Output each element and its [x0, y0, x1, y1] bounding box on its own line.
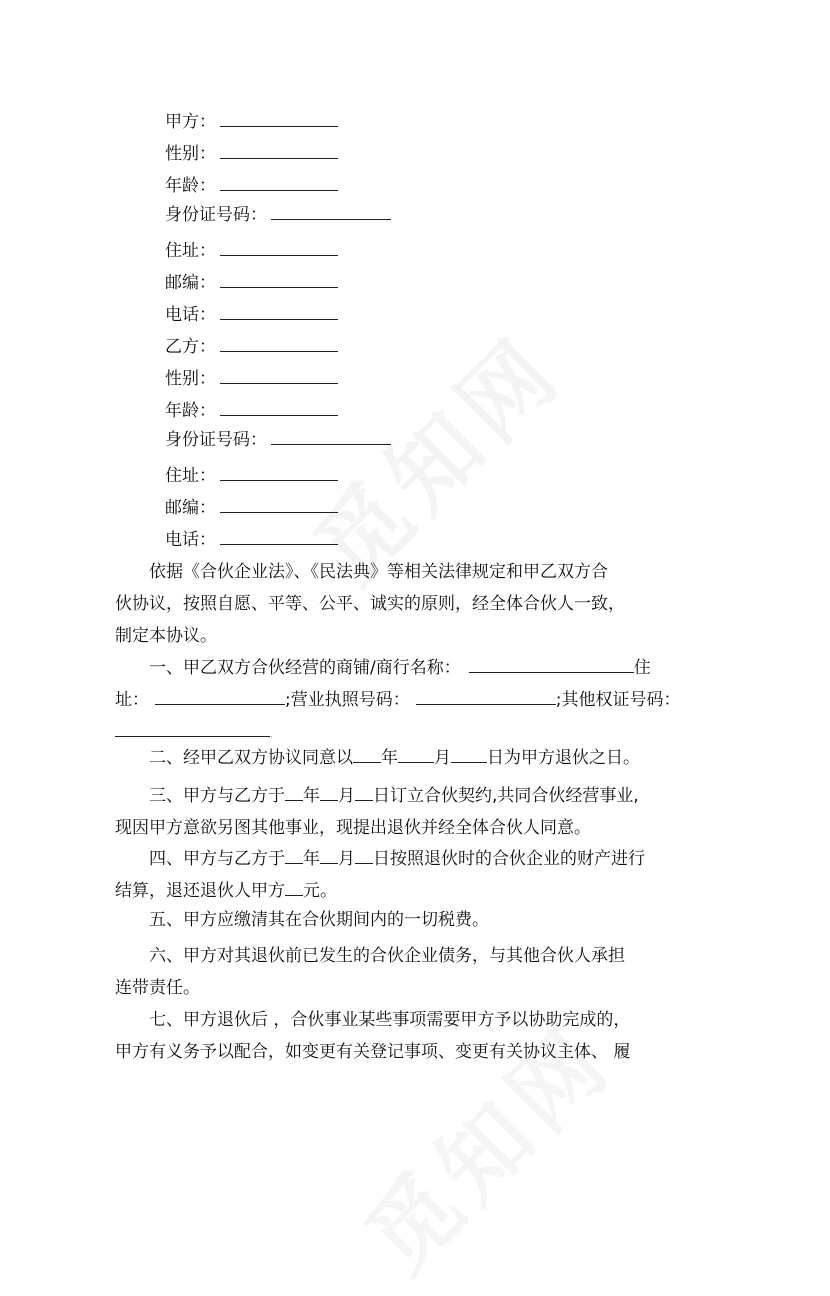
blank-line	[220, 239, 338, 256]
field-label: 甲方：	[165, 112, 216, 132]
field-label: 身份证号码：	[165, 430, 267, 450]
blank-line	[285, 847, 303, 864]
party-a-age-field	[165, 174, 338, 196]
field-label: 年龄：	[165, 176, 216, 196]
blank-line	[220, 464, 338, 481]
blank-line	[220, 174, 338, 191]
clause-7	[115, 1004, 715, 1068]
text-line: 伙协议，按照自愿、平等、公平、诚实的原则，经全体合伙人一致，	[115, 594, 625, 614]
clause-text: 四、甲方与乙方于	[149, 849, 285, 869]
clause-text: ;其他权证号码：	[555, 690, 681, 710]
clause-4	[115, 843, 715, 907]
field-label: 电话：	[165, 530, 216, 550]
field-label: 邮编：	[165, 498, 216, 518]
blank-line	[220, 271, 338, 288]
party-b-phone-field	[165, 528, 338, 550]
party-b-postcode-field	[165, 496, 338, 518]
blank-line	[220, 367, 338, 384]
party-a-gender-field	[165, 142, 338, 164]
party-a-phone-field	[165, 303, 338, 325]
party-b-gender-field	[165, 367, 338, 389]
blank-line	[469, 656, 634, 673]
text-line: 制定本协议。	[115, 626, 217, 646]
clause-text: 住	[633, 658, 651, 678]
text-line: 五、甲方应缴清其在合伙期间内的一切税费。	[149, 910, 489, 930]
blank-line	[220, 142, 338, 159]
party-a-id-field	[165, 203, 391, 225]
blank-line	[115, 720, 270, 737]
blank-line	[398, 746, 434, 763]
clause-text: 址：	[115, 690, 149, 710]
text-line: 连带责任。	[115, 978, 200, 998]
blank-line	[220, 528, 338, 545]
blank-line	[355, 784, 373, 801]
field-label: 性别：	[165, 144, 216, 164]
text-line: 七、甲方退伙后 ，合伙事业某些事项需要甲方予以协助完成的，	[149, 1010, 631, 1030]
clause-text: 日为甲方退伙之日。	[487, 748, 640, 768]
text-line	[115, 742, 715, 774]
clause-text: 月	[338, 849, 355, 869]
clause-text: 日按照退伙时的合伙企业的财产进行	[373, 849, 645, 869]
party-b-age-field	[165, 399, 338, 421]
clause-text: 月	[434, 748, 451, 768]
clause-6	[115, 940, 715, 1004]
clause-text: 日订立合伙契约,共同合伙经营事业,	[373, 786, 639, 806]
text-line	[115, 875, 715, 907]
field-label: 身份证号码：	[165, 205, 267, 225]
clause-text: 年	[303, 849, 320, 869]
clause-5	[115, 904, 715, 936]
blank-line	[220, 110, 338, 127]
text-line: 六、甲方对其退伙前已发生的合伙企业债务，与其他合伙人承担	[149, 946, 625, 966]
party-b-address-field	[165, 464, 338, 486]
intro-paragraph	[115, 556, 715, 652]
clause-text: 结算，退还退伙人甲方	[115, 881, 285, 901]
blank-line	[320, 847, 338, 864]
blank-line	[271, 428, 391, 445]
blank-line	[320, 784, 338, 801]
clause-text: 一、甲乙双方合伙经营的商铺/商行名称：	[149, 658, 461, 678]
text-line	[115, 684, 715, 716]
clause-text: 二、经甲乙双方协议同意以	[149, 748, 353, 768]
field-label: 住址：	[165, 466, 216, 486]
field-label: 住址：	[165, 241, 216, 261]
party-a-address-field	[165, 239, 338, 261]
clause-text: 月	[338, 786, 355, 806]
party-b-id-field	[165, 428, 391, 450]
blank-line	[416, 688, 556, 705]
blank-line	[353, 746, 381, 763]
text-line	[115, 780, 715, 812]
clause-text: 年	[303, 786, 320, 806]
blank-line	[285, 879, 303, 896]
field-label: 乙方：	[165, 337, 216, 357]
text-line: 现因甲方意欲另图其他事业，现提出退伙并经全体合伙人同意。	[115, 818, 591, 838]
clause-2	[115, 742, 715, 774]
blank-line	[451, 746, 487, 763]
blank-line	[220, 303, 338, 320]
party-b-name-field	[165, 335, 338, 357]
blank-line	[271, 203, 391, 220]
blank-line	[355, 847, 373, 864]
field-label: 年龄：	[165, 401, 216, 421]
clause-3	[115, 780, 715, 844]
clause-1	[115, 652, 715, 751]
clause-text: .	[270, 730, 273, 740]
blank-line	[155, 688, 285, 705]
text-line: 甲方有义务予以配合，如变更有关登记事项、变更有关协议主体、 履	[115, 1042, 631, 1062]
blank-line	[220, 496, 338, 513]
text-line	[115, 843, 715, 875]
text-line: 依据《合伙企业法》、《民法典》等相关法律规定和甲乙双方合	[149, 562, 608, 582]
clause-text: 三、甲方与乙方于	[149, 786, 285, 806]
blank-line	[285, 784, 303, 801]
text-line	[115, 652, 715, 684]
clause-text: 年	[381, 748, 398, 768]
field-label: 性别：	[165, 369, 216, 389]
party-a-name-field	[165, 110, 338, 132]
field-label: 电话：	[165, 305, 216, 325]
clause-text: ;营业执照号码：	[285, 690, 410, 710]
clause-text: 元。	[303, 881, 337, 901]
blank-line	[220, 399, 338, 416]
field-label: 邮编：	[165, 273, 216, 293]
party-a-postcode-field	[165, 271, 338, 293]
blank-line	[220, 335, 338, 352]
